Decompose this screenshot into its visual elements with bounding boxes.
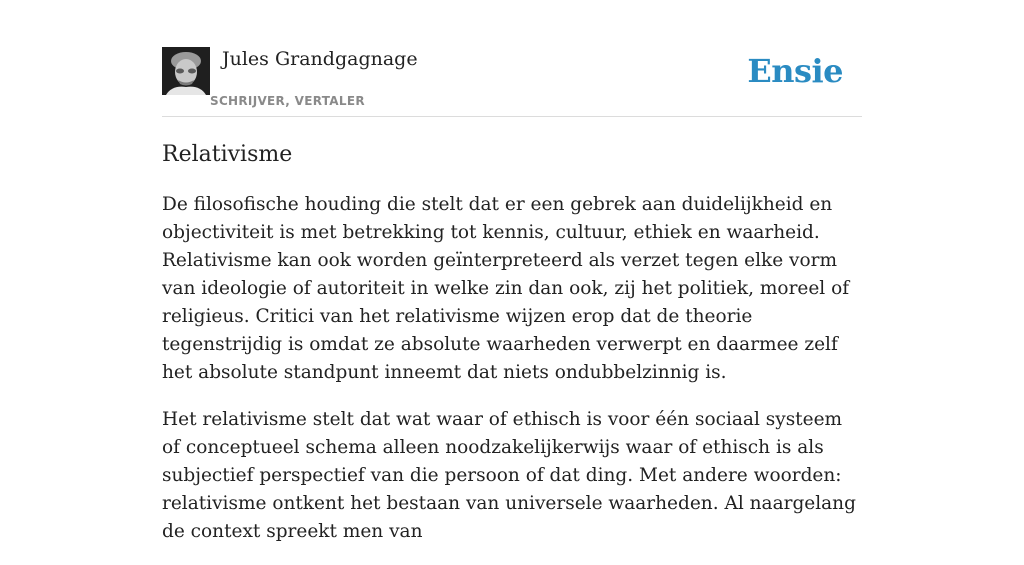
- author-name[interactable]: Jules Grandgagnage: [222, 48, 418, 70]
- entry-paragraph: De filosofische houding die stelt dat er een gebrek aan duidelijkheid en objectiviteit is met betrekking tot kennis, cultuur, ethiek en waarheid. Relativisme kan ook worden geïnterpreteerd als verzet tegen elke vorm van ideologie of autoriteit in welke zin dan ook, zij het politiek, moreel of religieus. Critici van het relativisme wijzen erop dat de theorie tegenstrijdig is omdat ze absolute waarheden verwerpt en daarmee zelf het absolute standpunt inneemt dat niets ondubbelzinnig is.: [162, 194, 850, 383]
- author-header: [162, 47, 862, 117]
- entry-content: [162, 140, 862, 565]
- entry-paragraph: Het relativisme stelt dat wat waar of ethisch is voor één sociaal systeem of conceptueel schema alleen noodzakelijkerwijs waar of ethisch is als subjectief perspectief van die persoon of dat ding. Met andere woorden: relativisme ontkent het bestaan van universele waarheden. Al naargelang de context spreekt men van: [162, 409, 856, 542]
- author-portrait-icon: [162, 47, 210, 95]
- avatar[interactable]: [162, 47, 210, 95]
- entry-title: Relativisme: [162, 142, 293, 167]
- ensie-logo[interactable]: Ensie: [747, 52, 843, 90]
- author-role: SCHRIJVER, VERTALER: [210, 94, 365, 108]
